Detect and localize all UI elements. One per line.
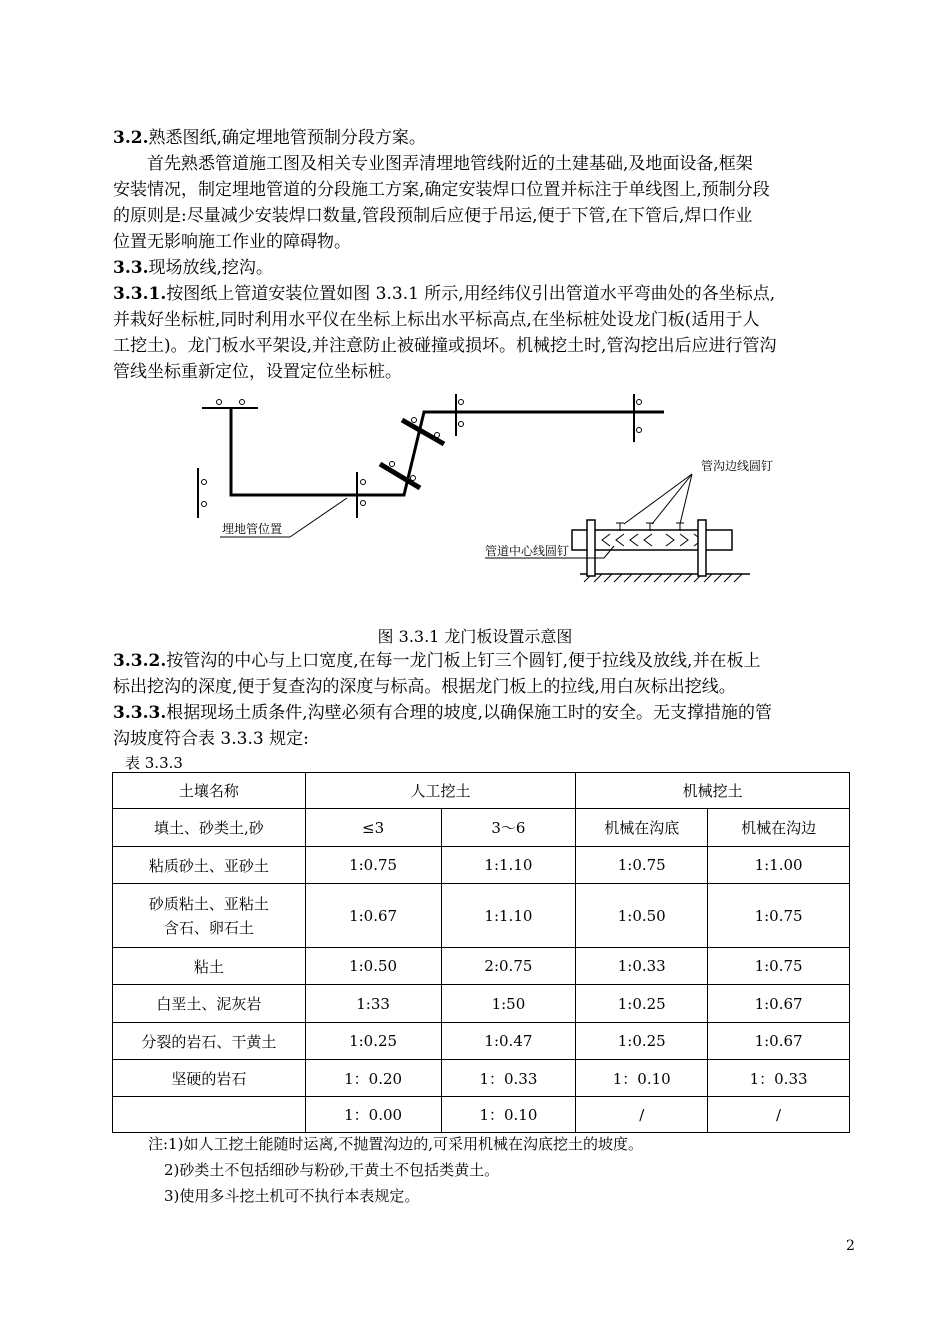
table-row xyxy=(113,1060,850,1097)
cell-value: 1：0.10 xyxy=(576,1060,708,1097)
para-3-3-2-line-2: 标出挖沟的深度,便于复查沟的深度与标高。根据龙门板上的拉线,用白灰标出挖线。 xyxy=(113,677,736,697)
cell-value: 1:1.10 xyxy=(441,847,576,884)
para-3-2-line-3: 的原则是:尽量减少安装焊口数量,管段预制后应便于吊运,便于下管,在下管后,焊口作业 xyxy=(113,206,753,226)
cross-section-detail xyxy=(485,474,750,582)
para-3-2-line-1: 首先熟悉管道施工图及相关专业图弄清埋地管线附近的土建基础,及地面设备,框架 xyxy=(147,154,753,174)
para-3-3-1-line-3: 工挖土)。龙门板水平架设,并注意防止被碰撞或损坏。机械挖土时,管沟挖出后应进行管沟 xyxy=(113,336,777,356)
cell-value: 1:0.25 xyxy=(305,1023,441,1060)
board-diagonal-upper xyxy=(402,420,444,444)
cell-value: 1:0.33 xyxy=(576,948,708,985)
figure-dragon-board-diagram xyxy=(180,390,774,610)
para-3-2-line-4: 位置无影响施工作业的障碍物。 xyxy=(113,232,351,252)
para-3-3-1-line-1 xyxy=(113,281,863,307)
para-3-3-3-text-1: 根据现场土质条件,沟壁必须有合理的坡度,以确保施工时的安全。无支撑措施的管 xyxy=(166,703,773,723)
table-row xyxy=(113,1023,850,1060)
cell-soil-name: 分裂的岩石、干黄土 xyxy=(113,1023,306,1060)
cell-value: 1:0.75 xyxy=(708,948,850,985)
cell-soil-name: 粘土 xyxy=(113,948,306,985)
cell-value: 1:50 xyxy=(441,985,576,1023)
cell-soil-name: 白垩土、泥灰岩 xyxy=(113,985,306,1023)
figure-caption: 图 3.3.1 龙门板设置示意图 xyxy=(377,627,573,646)
cell-value: 1：0.33 xyxy=(708,1060,850,1097)
header-le3: ≤3 xyxy=(305,809,441,847)
table-row xyxy=(113,884,850,948)
cell-soil-name: 粘质砂土、亚砂土 xyxy=(113,847,306,884)
header-machine-edge: 机械在沟边 xyxy=(708,809,850,847)
table-row xyxy=(113,985,850,1023)
cell-value: 1:0.25 xyxy=(576,1023,708,1060)
heading-3-2-number: 3.2. xyxy=(113,128,149,148)
cell-value: 1:33 xyxy=(305,985,441,1023)
para-3-3-1-number: 3.3.1. xyxy=(113,284,167,304)
header-manual-digging: 人工挖土 xyxy=(305,773,576,809)
para-3-3-2-text-1: 按管沟的中心与上口宽度,在每一龙门板上钉三个圆钉,便于拉线及放线,并在板上 xyxy=(166,651,761,671)
cell-value: 1:0.67 xyxy=(305,884,441,948)
cell-value: 1:1.10 xyxy=(441,884,576,948)
table-caption: 表 3.3.3 xyxy=(125,754,183,772)
para-3-3-3-line-2: 沟坡度符合表 3.3.3 规定: xyxy=(113,729,309,749)
table-header-row-2 xyxy=(113,809,850,847)
pipeline-layout xyxy=(198,394,664,537)
table-header-row-1 xyxy=(113,773,850,809)
table-row xyxy=(113,847,850,884)
para-3-2-line-2: 安装情况，制定埋地管道的分段施工方案,确定安装焊口位置并标注于单线图上,预制分段 xyxy=(113,180,770,200)
cell-soil-name xyxy=(113,1097,306,1133)
heading-3-2-text: 熟悉图纸,确定埋地管预制分段方案。 xyxy=(148,128,426,148)
para-3-3-3-number: 3.3.3. xyxy=(113,703,167,723)
header-fill-sand: 填土、砂类土,砂 xyxy=(113,809,306,847)
stake-right xyxy=(698,520,706,576)
table-row xyxy=(113,948,850,985)
stake-left xyxy=(587,520,595,576)
cell-soil-name-line-2: 含石、卵石土 xyxy=(163,918,254,937)
cell-value: 1:0.25 xyxy=(576,985,708,1023)
cell-value: 1:0.75 xyxy=(576,847,708,884)
cell-value: 1：0.10 xyxy=(441,1097,576,1133)
header-machine-bottom: 机械在沟底 xyxy=(576,809,708,847)
table-row xyxy=(113,1097,850,1133)
note-3: 3)使用多斗挖土机可不执行本表规定。 xyxy=(164,1187,420,1205)
note-2: 2)砂类土不包括细砂与粉砂,干黄土不包括类黄土。 xyxy=(164,1161,500,1179)
header-soil-name: 土壤名称 xyxy=(113,773,306,809)
cell-value: 2:0.75 xyxy=(441,948,576,985)
para-3-3-2-number: 3.3.2. xyxy=(113,651,167,671)
para-3-3-1-line-4: 管线坐标重新定位，设置定位坐标桩。 xyxy=(113,362,402,382)
para-3-3-3-line-1 xyxy=(113,700,863,726)
dragon-board xyxy=(572,530,732,550)
cell-value: 1:0.50 xyxy=(305,948,441,985)
cell-value: 1:0.75 xyxy=(708,884,850,948)
cell-value: 1:0.75 xyxy=(305,847,441,884)
cell-soil-name: 坚硬的岩石 xyxy=(113,1060,306,1097)
para-3-3-1-text-1: 按图纸上管道安装位置如图 3.3.1 所示,用经纬仪引出管道水平弯曲处的各坐标点, xyxy=(166,284,776,304)
cell-value: 1:1.00 xyxy=(708,847,850,884)
para-3-3-1-line-2: 并栽好坐标桩,同时利用水平仪在坐标上标出水平标高点,在坐标桩处设龙门板(适用于人 xyxy=(113,310,760,330)
heading-3-3-number: 3.3. xyxy=(113,258,149,278)
cell-value: / xyxy=(708,1097,850,1133)
page-number: 2 xyxy=(846,1238,855,1254)
cell-soil-name-line-1: 砂质粘土、亚粘土 xyxy=(148,894,269,913)
heading-3-3-text: 现场放线,挖沟。 xyxy=(148,258,273,278)
slope-table xyxy=(112,772,850,1133)
heading-3-3 xyxy=(113,255,863,281)
header-3-6: 3～6 xyxy=(441,809,576,847)
cell-value: 1：0.00 xyxy=(305,1097,441,1133)
cell-soil-name xyxy=(113,884,306,948)
label-trench-edge-nail: 管沟边线圆钉 xyxy=(701,459,774,473)
cell-value: 1：0.33 xyxy=(441,1060,576,1097)
cell-value: / xyxy=(576,1097,708,1133)
note-1: 注:1)如人工挖土能随时运离,不抛置沟边的,可采用机械在沟底挖土的坡度。 xyxy=(148,1135,643,1153)
pipe-centerline xyxy=(231,408,664,495)
label-center-nail: 管道中心线圆钉 xyxy=(485,544,570,558)
heading-3-2 xyxy=(113,125,863,151)
cell-value: 1:0.50 xyxy=(576,884,708,948)
label-pipe-position: 埋地管位置 xyxy=(222,522,283,536)
header-machine-digging: 机械挖土 xyxy=(576,773,850,809)
cell-value: 1:0.67 xyxy=(708,1023,850,1060)
cell-value: 1：0.20 xyxy=(305,1060,441,1097)
cell-value: 1:0.67 xyxy=(708,985,850,1023)
cell-value: 1:0.47 xyxy=(441,1023,576,1060)
para-3-3-2-line-1 xyxy=(113,648,863,674)
